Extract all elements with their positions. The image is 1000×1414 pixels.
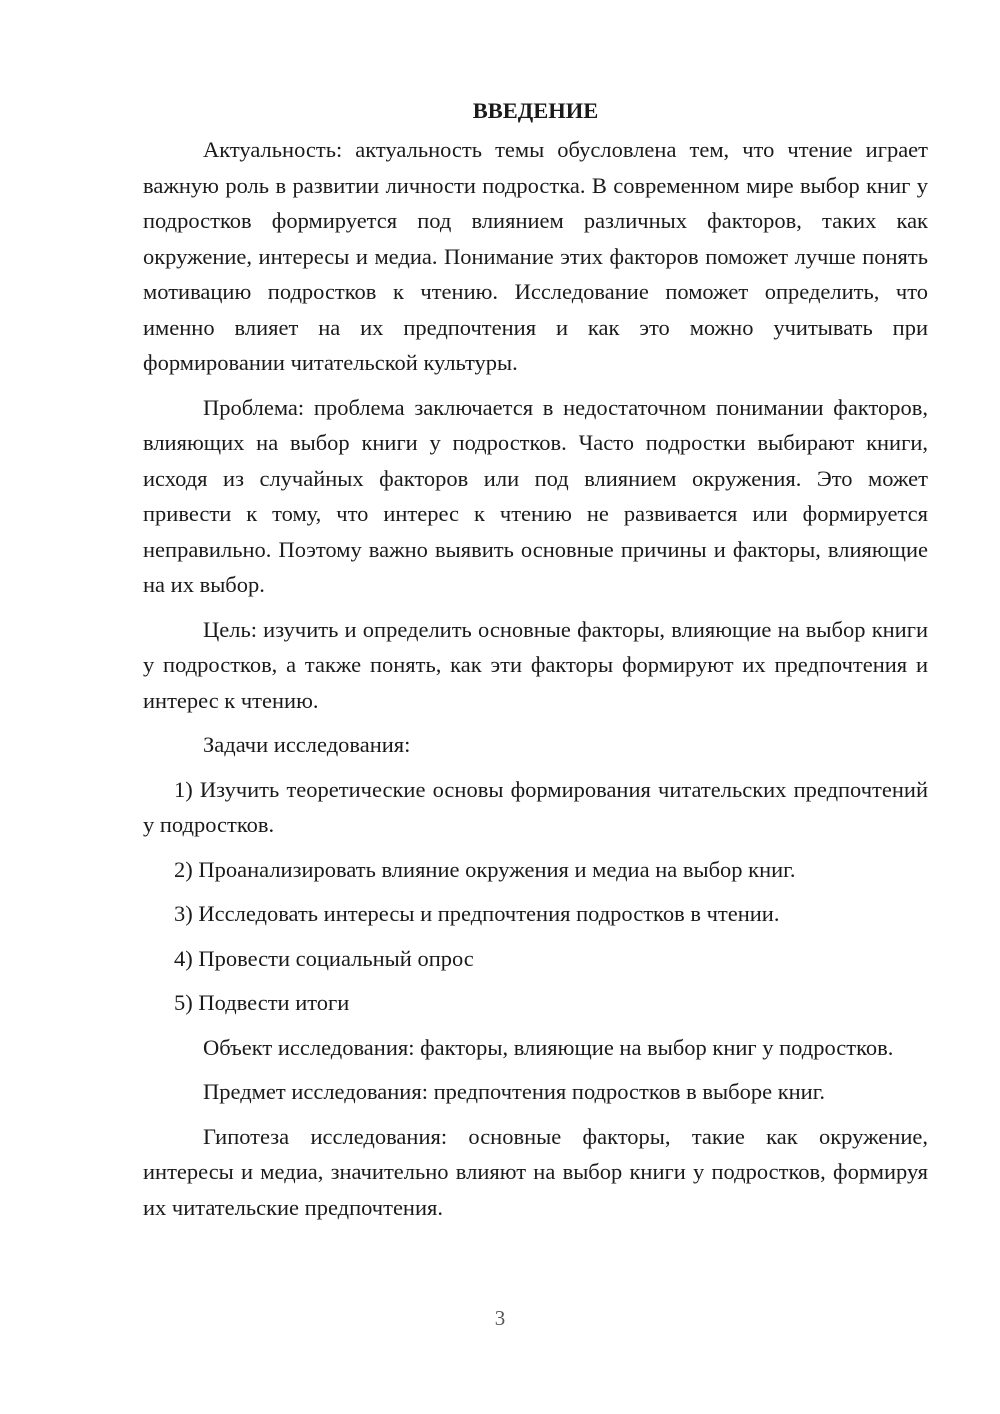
tasks-heading: Задачи исследования: xyxy=(203,732,411,757)
page-number: 3 xyxy=(494,1306,506,1330)
task-item-1: 1) Изучить теоретические основы формирования читательских предпочтений у подростков. xyxy=(143,776,928,837)
problem-paragraph: Проблема: проблема заключается в недостаточном понимании факторов, влияющих на выбор книги у подростков. Часто подростки выбирают книги, исходя из случайных факторов или под влиянием окружения. Это может привести к тому, что интерес к чтению не развивается или формируется неправильно. Поэтому важно выявить основные причины и факторы, влияющие на их выбор. xyxy=(143,394,928,597)
section-title: ВВЕДЕНИЕ xyxy=(472,98,599,123)
task-item-5: 5) Подвести итоги xyxy=(174,990,350,1015)
document-page xyxy=(143,96,928,1234)
object-paragraph: Объект исследования: факторы, влияющие на выбор книг у подростков. xyxy=(203,1034,894,1060)
task-item-3: 3) Исследовать интересы и предпочтения подростков в чтении. xyxy=(174,901,780,926)
hypothesis-paragraph: Гипотеза исследования: основные факторы, такие как окружение, интересы и медиа, значительно влияют на выбор книги у подростков, формируя их читательские предпочтения. xyxy=(143,1123,928,1220)
task-item-2: 2) Проанализировать влияние окружения и медиа на выбор книг. xyxy=(174,856,796,882)
subject-paragraph: Предмет исследования: предпочтения подростков в выборе книг. xyxy=(203,1079,826,1104)
task-item-4: 4) Провести социальный опрос xyxy=(174,945,474,971)
relevance-paragraph: Актуальность: актуальность темы обусловлена тем, что чтение играет важную роль в развитии личности подростка. В современном мире выбор книг у подростков формируется под влиянием различных факторов, таких как окружение, интересы и медиа. Понимание этих факторов поможет лучше понять мотивацию подростков к чтению. Исследование поможет определить, что именно влияет на их предпочтения и как это можно учитывать при формировании читательской культуры. xyxy=(143,137,928,375)
goal-paragraph: Цель: изучить и определить основные факторы, влияющие на выбор книги у подростков, а также понять, как эти факторы формируют их предпочтения и интерес к чтению. xyxy=(143,616,928,713)
